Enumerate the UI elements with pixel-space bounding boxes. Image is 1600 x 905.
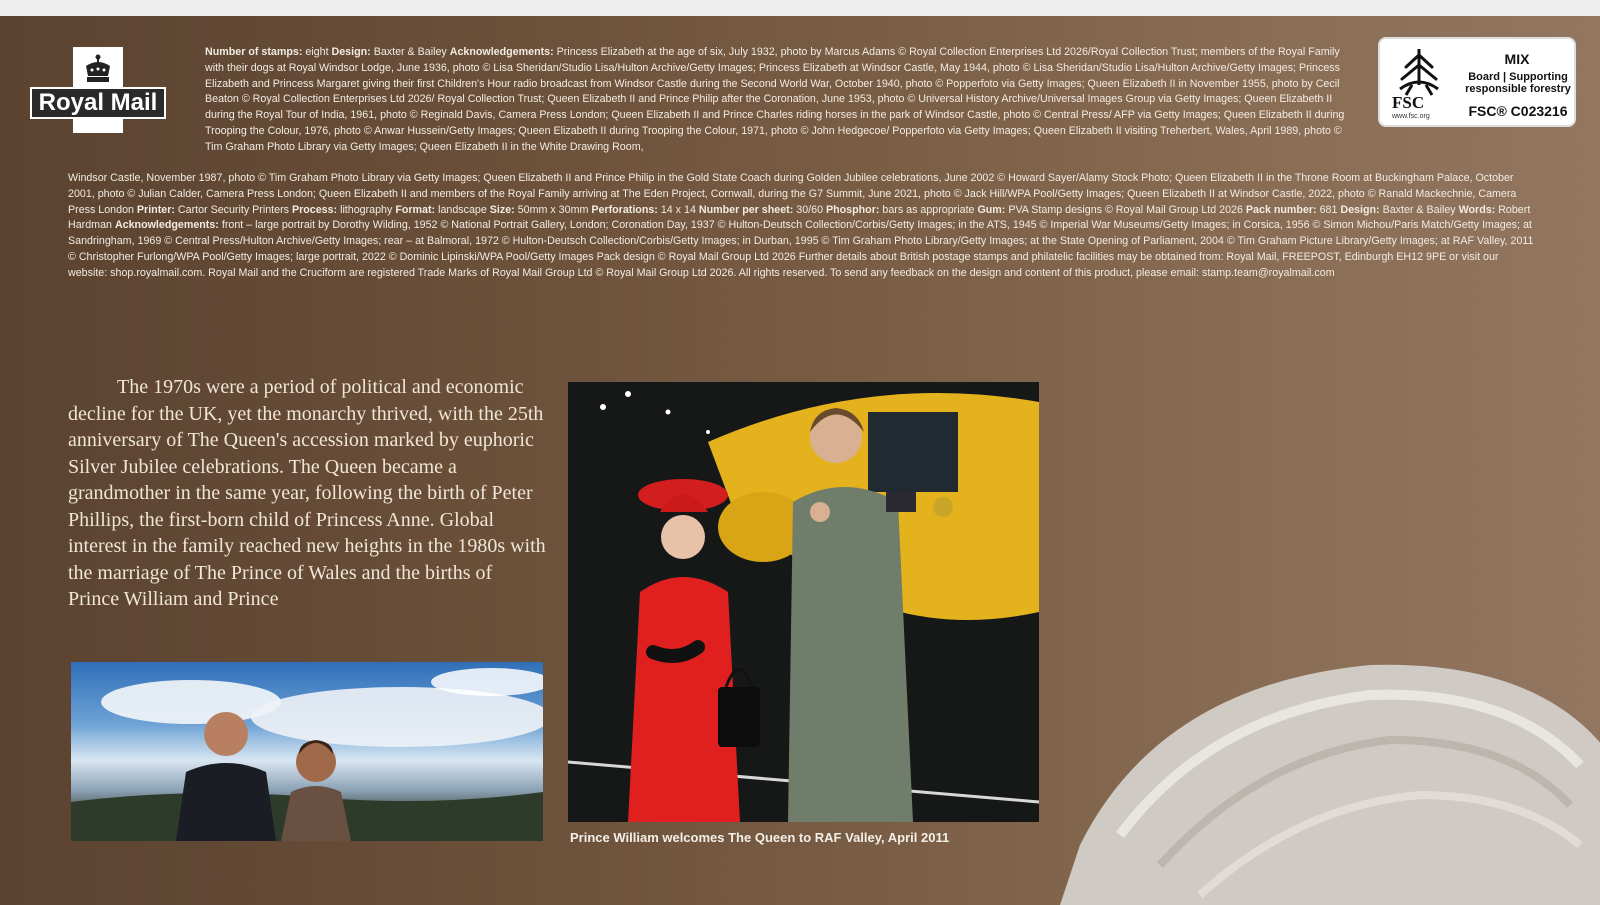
credit-label: Printer: — [136, 203, 175, 216]
fsc-license-code: FSC® C023216 — [1468, 103, 1568, 119]
credit-text: PVA Stamp designs © Royal Mail Group Ltd 2026 — [1005, 203, 1246, 216]
credit-text: Baxter & Bailey — [1379, 203, 1459, 216]
credit-text: landscape — [435, 203, 490, 216]
top-edge-strip — [0, 0, 1600, 16]
credit-label: Process: — [291, 203, 338, 216]
credit-label: Size: — [489, 203, 515, 216]
royal-mail-logo — [30, 45, 166, 137]
credit-text: Windsor Castle, November 1987, photo © Tim Graham Photo Library via Getty Images; Queen Elizabeth II and Prince Philip in the Gold State Coach during Golden Jubilee celebrations, June 2002 © Howard Sayer/Alamy Stock Photo; Queen Elizabeth II in the Throne Room at Buckingham Palace, October 2001, photo © Julian Calder, Camera Press London; Queen Elizabeth II and members of the Royal Family arriving at The Eden Project, Cornwall, during the G7 Summit, June 2021, photo © Jack Hill/WPA Pool/Getty Images; Queen Elizabeth II at Windsor Castle, 2022, photo © Ranald Mackechnie, Camera Press London — [68, 172, 1517, 216]
fsc-description: Board | Supporting responsible forestry — [1465, 71, 1571, 95]
credit-label: Acknowledgements: — [449, 46, 554, 58]
credit-text: 30/60 — [793, 203, 826, 216]
credit-label: Words: — [1458, 203, 1496, 216]
credit-text: lithography — [337, 203, 396, 216]
credits-block-bottom — [68, 171, 1538, 282]
credits-block-top — [205, 45, 1345, 156]
fsc-mix-label: MIX — [1504, 51, 1530, 67]
credit-label: Acknowledgements: — [114, 219, 219, 232]
photo-queen-and-prince-william-raf-valley — [568, 382, 1039, 822]
credit-text: Robert Hardman — [68, 203, 1531, 232]
credit-label: Design: — [1340, 203, 1380, 216]
photo-caption: Prince William welcomes The Queen to RAF Valley, April 2011 — [570, 830, 950, 845]
credit-label: Design: — [331, 46, 371, 58]
credit-label: Gum: — [977, 203, 1006, 216]
credit-label: Format: — [395, 203, 436, 216]
credit-text: 681 — [1316, 203, 1341, 216]
fsc-name: FSC — [1392, 93, 1425, 112]
portrait-hair-detail — [1040, 645, 1600, 905]
credit-label: Number per sheet: — [698, 203, 794, 216]
credit-text: Cartor Security Printers — [174, 203, 292, 216]
body-paragraph: The 1970s were a period of political and economic decline for the UK, yet the monarchy thrived, with the 25th anniversary of The Queen's accession marked by euphoric Silver Jubilee celebrations. The Queen became a grandmother in the same year, following the birth of Peter Phillips, the first-born child of Princess Anne. Global interest in the family reached new heights in the 1980s with the marriage of The Prince of Wales and the births of Prince William and Prince — [68, 376, 546, 610]
credit-text: Princess Elizabeth at the age of six, July 1932, photo by Marcus Adams © Royal Collection Enterprises Ltd 2026/Royal Collection Trust; members of the Royal Family with their dogs at Royal Windsor Lodge, June 1936, photo © Lisa Sheridan/Studio Lisa/Hulton Archive/Getty Images; Princess Elizabeth at Windsor Castle, May 1944, photo © Lisa Sheridan/Studio Lisa/Hulton Archive/Getty Images; Princess Elizabeth and Princess Margaret giving their first Children's Hour radio broadcast from Windsor Castle during the Second World War, October 1940, photo © Popperfoto via Getty Images; Queen Elizabeth II in November 1955, photo by Cecil Beaton © Royal Collection Enterprises Ltd 2026/ Royal Collection Trust; Queen Elizabeth II and Prince Philip after the Coronation, June 1953, photo © Universal History Archive/Universal Images Group via Getty Images; Queen Elizabeth II during the Royal Tour of India, 1961, photo © Reginald Davis, Camera Press London; Queen Elizabeth II and Prince Charles riding horses in the park of Windsor Castle, photo © Central Press/ AFP via Getty Images; Queen Elizabeth II during Trooping the Colour, 1976, photo © Anwar Hussein/Getty Images; Queen Elizabeth II during Trooping the Colour, 1971, photo © John Hedgecoe/ Popperfoto via Getty Images; Queen Elizabeth II visiting Treherbert, Wales, April 1989, photo © Tim Graham Photo Library via Getty Images; Queen Elizabeth II in the White Drawing Room, — [205, 46, 1345, 153]
fsc-url: www.fsc.org — [1392, 113, 1430, 120]
logo-base — [73, 119, 123, 133]
credit-label: Perforations: — [591, 203, 658, 216]
photo-queen-and-prince-balmoral — [71, 662, 543, 841]
crown-icon — [73, 47, 123, 91]
credit-text: bars as appropriate — [879, 203, 978, 216]
credit-text: 50mm x 30mm — [514, 203, 592, 216]
credit-text: 14 x 14 — [657, 203, 699, 216]
fsc-certification-badge — [1378, 37, 1576, 127]
credit-label: Phosphor: — [825, 203, 880, 216]
logo-wordmark: Royal Mail — [30, 87, 166, 119]
credit-text: Baxter & Bailey — [370, 46, 450, 58]
credit-text: front – large portrait by Dorothy Wilding, 1952 © National Portrait Gallery, London; Coronation Day, 1937 © Hulton-Deutsch Collection/Corbis/Getty Images; in the ATS, 1945 © Imperial War Museums/Getty Images; in Corsica, 1956 © Simon Michou/Paris Match/Getty Images; at Sandringham, 1969 © Central Press/Hulton Archive/Getty Images; rear – at Balmoral, 1972 © Hulton-Deutsch Collection/Corbis/Getty Images; in Durban, 1995 © Tim Graham Photo Library/Getty Images; at the State Opening of Parliament, 2004 © Tim Graham Picture Library/Getty Images; at RAF Valley, 2011 © Christopher Furlong/WPA Pool/Getty Images; large portrait, 2022 © Dominic Lipinski/WPA Pool/Getty Images Pack design © Royal Mail Group Ltd 2026 Further details about British postage stamps and philatelic facilities may be obtained from: Royal Mail, FREEPOST, Edinburgh EH12 9PE or visit our website: shop.royalmail.com. Royal Mail and the Cruciform are registered Trade Marks of Royal Mail Group Ltd © Royal Mail Group Ltd 2026. All rights reserved. To send any feedback on the design and content of this product, please email: stamp.team@royalmail.com — [68, 219, 1534, 279]
fsc-tree-icon — [1392, 45, 1446, 97]
credit-label: Number of stamps: — [205, 46, 303, 58]
credit-text: eight — [302, 46, 332, 58]
credit-label: Pack number: — [1245, 203, 1317, 216]
